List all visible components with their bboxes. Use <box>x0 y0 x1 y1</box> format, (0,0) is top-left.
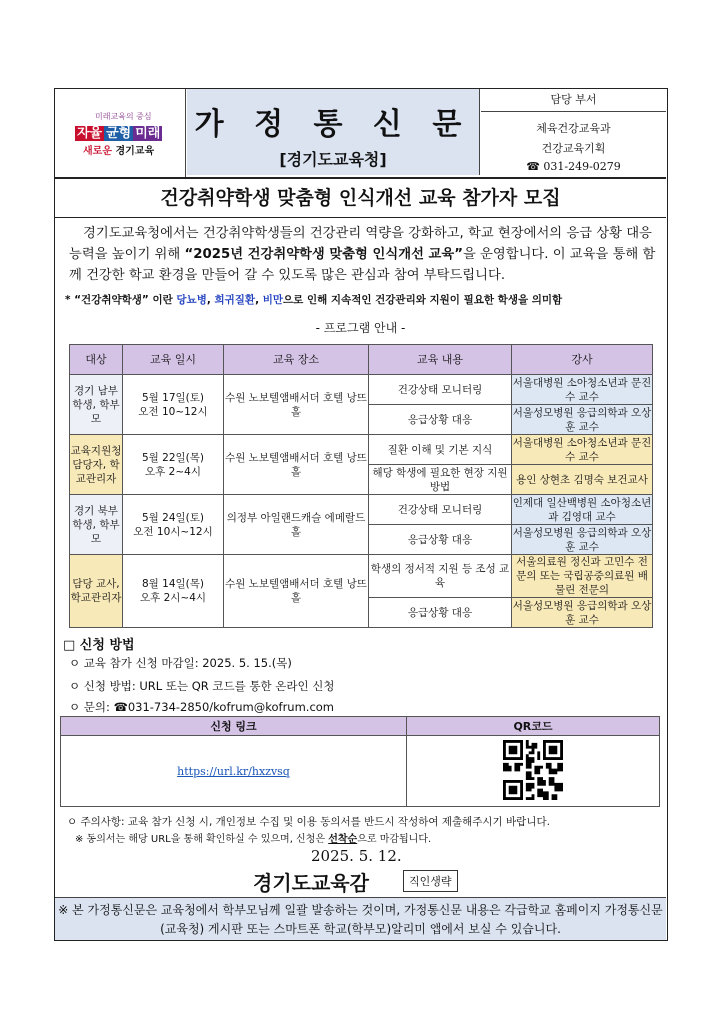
table-row <box>70 375 653 405</box>
date-text: 5월 24일(토) <box>141 511 204 524</box>
program-title: - 프로그램 안내 - <box>315 321 406 335</box>
time-text: 오후 2시~4시 <box>139 592 207 604</box>
dept-label: 담당 부서 <box>481 89 666 112</box>
place-cell: 수원 노보텔앰배서더 호텔 낭뜨홀 <box>224 435 369 495</box>
content-cell: 건강상태 모니터링 <box>369 495 512 525</box>
apply-contact: ㅇ 문의: ☎031-734-2850/kofrum@kofrum.com <box>69 700 334 714</box>
logo-word: 균형 <box>106 126 132 141</box>
datetime-cell <box>123 495 224 555</box>
logo-word: 미래 <box>135 126 161 141</box>
logo-org-text: 경기교육 <box>115 146 155 157</box>
caution-text: ㅇ 주의사항: 교육 참가 신청 시, 개인정보 수집 및 이용 동의서를 반드시 작성하여 제출해주시기 바랍니다. <box>67 816 550 828</box>
place-cell: 수원 노보텔앰배서더 호텔 낭뜨홀 <box>224 555 369 628</box>
signer: 경기도교육감 <box>253 871 369 895</box>
place-cell: 의정부 아일랜드캐슬 에메랄드홀 <box>224 495 369 555</box>
link-header: 신청 링크 <box>61 717 407 736</box>
qr-code-icon[interactable] <box>503 740 563 800</box>
instructor-cell: 서울성모병원 응급의학과 오상훈 교수 <box>512 406 652 433</box>
column-header: 교육 내용 <box>369 345 512 375</box>
logo-word: 자율 <box>77 126 103 141</box>
content-cell: 응급상황 대응 <box>369 525 512 555</box>
date-text: 5월 17일(토) <box>141 391 204 404</box>
instructor-cell: 서울성모병원 응급의학과 오상훈 교수 <box>512 526 652 553</box>
apply-url-cell <box>61 736 407 807</box>
dept-box <box>481 89 666 175</box>
logo-org <box>83 142 154 157</box>
intro-paragraph <box>69 223 659 286</box>
caution-note-emphasis: 선착순 <box>328 834 358 845</box>
content-cell: 건강상태 모니터링 <box>369 375 512 405</box>
time-text: 오후 2~4시 <box>145 465 201 478</box>
dept-team: 건강교육기획 <box>541 142 606 155</box>
target-cell: 교육지원청 담당자, 학교관리자 <box>70 435 123 495</box>
instructor-cell: 용인 상현초 김명숙 보건교사 <box>512 465 653 495</box>
table-row <box>70 495 653 525</box>
table-row <box>70 435 653 465</box>
intro-text: 을 운영합니다. 이 교육을 통해 함께 건강한 학교 환경을 만들어 갈 수 있도록 많은 관심과 참여 부탁드립니다. <box>69 247 656 283</box>
qr-header: QR코드 <box>407 717 660 736</box>
definition-note: * “건강취약학생” 이란 당뇨병, 희귀질환, 비만으로 인해 지속적인 건강관리와 지원이 필요한 학생을 의미함 <box>65 294 563 306</box>
note-disease: 희귀질환 <box>214 294 256 306</box>
datetime-cell <box>123 435 224 495</box>
note-prefix: * “건강취약학생” 이란 <box>65 294 177 306</box>
intro-text: 경기도교육청에서는 건강취약학생들의 건강관리 역량을 강화하고, 학교 현장에서의 응급 상황 대응 능력을 높이기 위해 <box>69 226 652 262</box>
apply-heading: □ 신청 방법 <box>63 638 135 653</box>
note-disease: 당뇨병 <box>176 294 207 306</box>
content-cell: 질환 이해 및 기본 지식 <box>369 435 512 465</box>
footer-note: ※ 본 가정통신문은 교육청에서 학부모님께 일괄 발송하는 것이며, 가정통신문 내용은 각급학교 홈페이지 가정통신문(교육청) 게시판 또는 스마트폰 학교(학부모)알리미 앱에서 보실 수 있습니다. <box>55 897 666 940</box>
dept-name: 체육건강교육과 <box>536 122 611 135</box>
date-text: 8월 14일(목) <box>141 578 204 590</box>
note-disease: 비만 <box>262 294 284 306</box>
apply-method: ㅇ 신청 방법: URL 또는 QR 코드를 통한 온라인 신청 <box>69 679 335 693</box>
qr-cell <box>407 736 660 807</box>
section-title: 건강취약학생 맞춤형 인식개선 교육 참가자 모집 <box>55 179 666 218</box>
instructor-cell: 서울대병원 소아청소년과 문진수 교수 <box>512 376 652 403</box>
instructor-cell: 서울성모병원 응급의학과 오상훈 교수 <box>512 599 652 626</box>
target-cell: 경기 남부 학생, 학부모 <box>70 375 123 435</box>
title-box <box>187 89 480 175</box>
content-cell: 학생의 정서적 지원 등 조성 교육 <box>369 555 512 598</box>
time-text: 오전 10시~12시 <box>133 525 213 538</box>
logo <box>55 89 186 177</box>
notice-frame <box>54 88 668 941</box>
apply-deadline: ㅇ 교육 참가 신청 마감일: 2025. 5. 15.(목) <box>69 656 292 670</box>
header <box>55 89 666 179</box>
column-header: 교육 장소 <box>224 345 369 375</box>
column-header: 대상 <box>70 345 123 375</box>
place-cell: 수원 노보텔앰배서더 호텔 낭뜨홀 <box>224 375 369 435</box>
instructor-cell: 서울대병원 소아청소년과 문진수 교수 <box>512 436 652 463</box>
instructor-cell: 인제대 일산백병원 소아청소년과 김영대 교수 <box>512 496 652 523</box>
logo-words <box>75 122 162 141</box>
column-header: 교육 일시 <box>123 345 224 375</box>
date-text: 5월 22일(목) <box>141 451 204 464</box>
logo-new: 새로운 <box>83 146 112 157</box>
target-cell: 담당 교사, 학교관리자 <box>70 555 123 628</box>
intro-bold: “2025년 건강취약학생 맞춤형 인식개선 교육” <box>184 247 463 262</box>
page-title: 가 정 통 신 문 <box>194 107 472 142</box>
datetime-cell <box>123 555 224 628</box>
content-cell: 응급상황 대응 <box>369 598 512 628</box>
page-subtitle: [경기도교육청] <box>279 150 387 169</box>
caution-note <box>75 830 431 845</box>
target-cell: 경기 북부 학생, 학부모 <box>70 495 123 555</box>
caution-note-text: ※ 동의서는 해당 URL을 통해 확인하실 수 있으며, 신청은 <box>75 834 329 845</box>
table-header-row <box>70 345 653 375</box>
column-header: 강사 <box>512 345 653 375</box>
note-suffix: 으로 인해 지속적인 건강관리와 지원이 필요한 학생을 의미함 <box>283 294 563 306</box>
caution-note-text: 으로 마감됩니다. <box>357 834 432 845</box>
apply-url-link[interactable]: https://url.kr/hxzvsq <box>177 764 290 778</box>
content-cell: 해당 학생에 필요한 현장 지원 방법 <box>369 465 512 495</box>
issue-date: 2025. 5. 12. <box>311 847 402 865</box>
table-row <box>70 555 653 598</box>
time-text: 오전 10~12시 <box>138 405 208 418</box>
logo-slogan: 미래교육의 중심 <box>95 112 152 121</box>
apply-link-table <box>60 716 660 807</box>
dept-phone: ☎ 031-249-0279 <box>526 160 621 173</box>
seal-stamp: 직인생략 <box>403 870 458 892</box>
instructor-cell: 서울의료원 정신과 고민수 전문의 또는 국립공중의료원 배물린 전문의 <box>512 555 653 598</box>
datetime-cell <box>123 375 224 435</box>
content-cell: 응급상황 대응 <box>369 405 512 435</box>
program-table <box>69 344 653 628</box>
